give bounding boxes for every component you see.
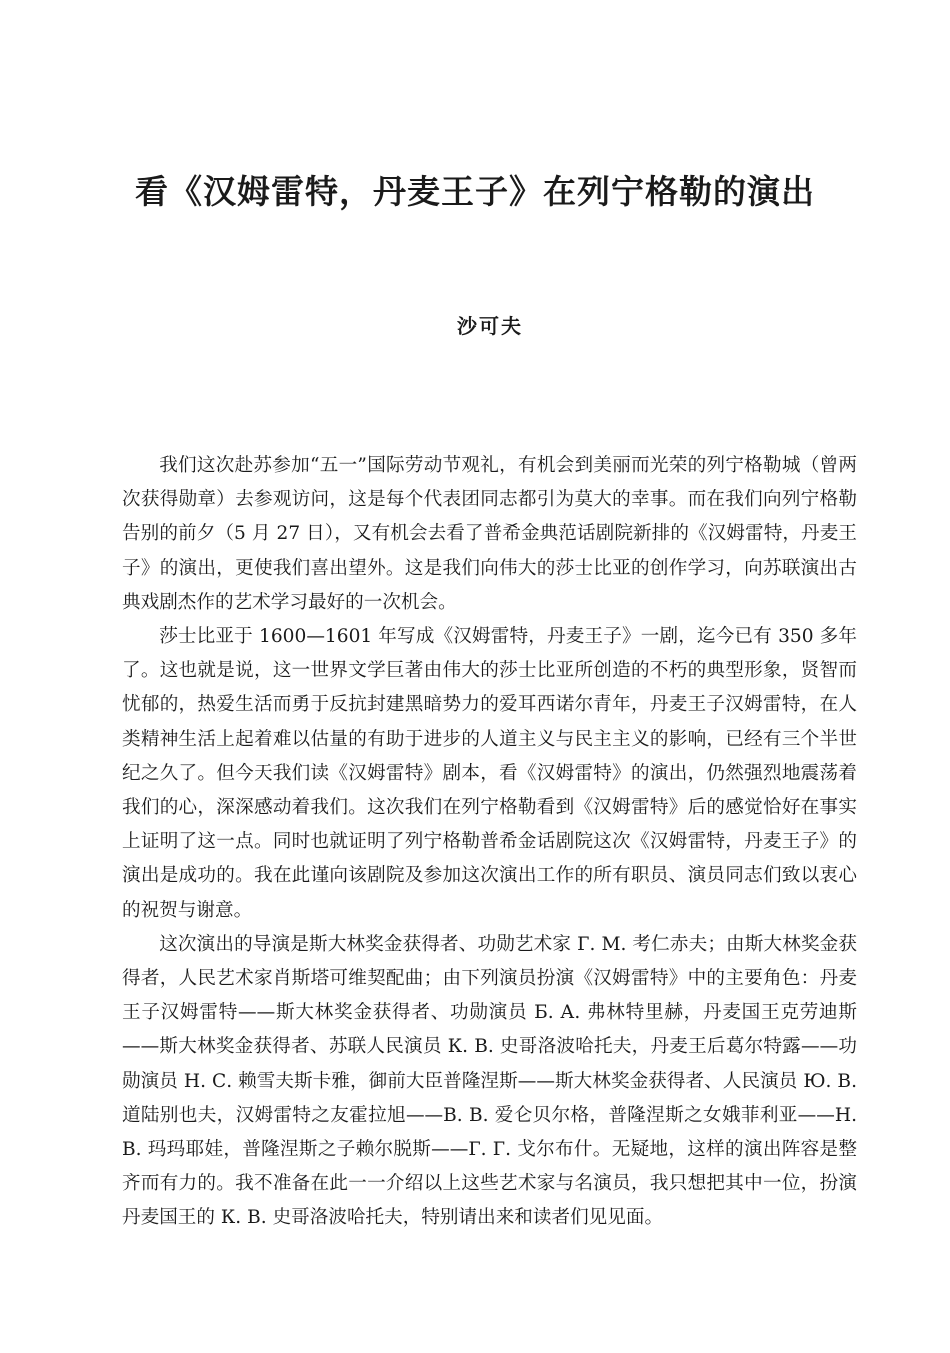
article-body (122, 449, 857, 1236)
paragraph: 这次演出的导演是斯大林奖金获得者、功勋艺术家 Г. М. 考仁赤夫；由斯大林奖金获得者，人民艺术家肖斯塔可维契配曲；由下列演员扮演《汉姆雷特》中的主要角色：丹麦王子汉姆雷特——斯大林奖金获得者、功勋演员 Б. А. 弗林特里赫，丹麦国王克劳迪斯——斯大林奖金获得者、苏联人民演员 К. В. 史哥洛波哈托夫，丹麦王后葛尔特露——功勋演员 Н. С. 赖雪夫斯卡雅，御前大臣普隆涅斯——斯大林奖金获得者、人民演员 Ю. В. 道陆别也夫，汉姆雷特之友霍拉旭——В. В. 爱仑贝尔格，普隆涅斯之女娥菲利亚——Н. В. 玛玛耶娃，普隆涅斯之子赖尔脱斯——Г. Г. 戈尔布什。无疑地，这样的演出阵容是整齐而有力的。我不准备在此一一介绍以上这些艺术家与名演员，我只想把其中一位，扮演丹麦国王的 К. В. 史哥洛波哈托夫，特别请出来和读者们见见面。 (122, 933, 858, 1229)
article-author: 沙可夫 (457, 314, 523, 338)
paragraph: 莎士比亚于 1600—1601 年写成《汉姆雷特，丹麦王子》一剧，迄今已有 350 多年了。这也就是说，这一世界文学巨著由伟大的莎士比亚所创造的不朽的典型形象，贤智而忧郁的，热爱生活而勇于反抗封建黑暗势力的爱耳西诺尔青年，丹麦王子汉姆雷特，在人类精神生活上起着难以估量的有助于进步的人道主义与民主主义的影响，已经有三个半世纪之久了。但今天我们读《汉姆雷特》剧本，看《汉姆雷特》的演出，仍然强烈地震荡着我们的心，深深感动着我们。这次我们在列宁格勒看到《汉姆雷特》后的感觉恰好在事实上证明了这一点。同时也就证明了列宁格勒普希金话剧院这次《汉姆雷特，丹麦王子》的演出是成功的。我在此谨向该剧院及参加这次演出工作的所有职员、演员同志们致以衷心的祝贺与谢意。 (122, 626, 857, 921)
paragraph: 我们这次赴苏参加“五一”国际劳动节观礼，有机会到美丽而光荣的列宁格勒城（曾两次获得勋章）去参观访问，这是每个代表团同志都引为莫大的幸事。而在我们向列宁格勒告别的前夕（5 月 27 日），又有机会去看了普希金典范话剧院新排的《汉姆雷特，丹麦王子》的演出，更使我们喜出望外。这是我们向伟大的莎士比亚的创作学习，向苏联演出古典戏剧杰作的艺术学习最好的一次机会。 (122, 455, 857, 613)
article-title: 看《汉姆雷特，丹麦王子》在列宁格勒的演出 (135, 172, 815, 211)
